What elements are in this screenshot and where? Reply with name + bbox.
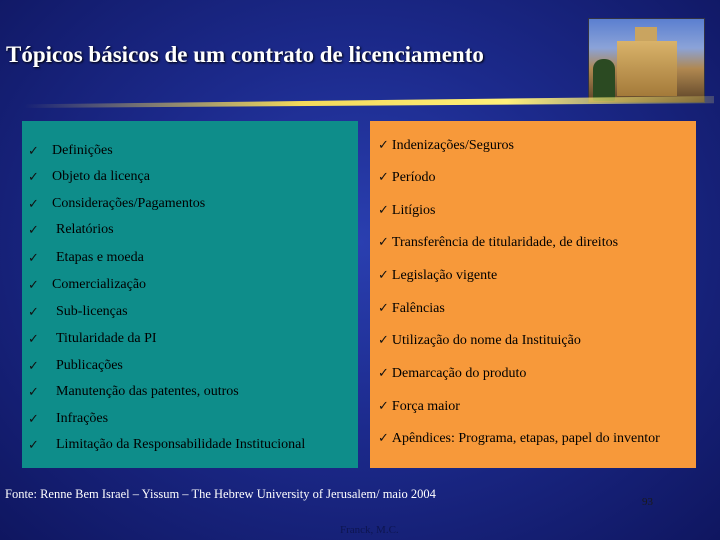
- list-item: ✓ Período: [378, 169, 436, 185]
- building-photo: [588, 18, 705, 103]
- list-item: ✓ Litígios: [378, 202, 436, 218]
- checkmark-icon: ✓: [28, 384, 39, 399]
- photo-tree: [593, 59, 615, 101]
- decorative-swoosh: [24, 96, 714, 108]
- page-number: 93: [642, 496, 653, 508]
- list-item: ✓ Transferência de titularidade, de direitos: [378, 234, 619, 250]
- checkmark-icon: ✓: [28, 358, 39, 373]
- checkmark-icon: ✓: [378, 169, 389, 184]
- checkmark-icon: ✓: [28, 411, 39, 426]
- list-item: ✓ Demarcação do produto: [378, 365, 527, 381]
- checkmark-icon: ✓: [28, 437, 39, 452]
- list-item: ✓ Indenizações/Seguros: [378, 137, 514, 153]
- checkmark-icon: ✓: [378, 137, 389, 152]
- checkmark-icon: ✓: [378, 430, 389, 445]
- checkmark-icon: ✓: [378, 365, 389, 380]
- right-topic-panel: [370, 121, 696, 468]
- checkmark-icon: ✓: [378, 267, 389, 282]
- checkmark-icon: ✓: [28, 277, 39, 292]
- checkmark-icon: ✓: [28, 222, 39, 237]
- list-item: ✓ Falências: [378, 300, 445, 316]
- list-item: ✓ Força maior: [378, 398, 460, 414]
- checkmark-icon: ✓: [378, 234, 389, 249]
- source-footer: Fonte: Renne Bem Israel – Yissum – The Hebrew University of Jerusalem/ maio 2004: [5, 487, 436, 501]
- checkmark-icon: ✓: [378, 398, 389, 413]
- list-item: ✓ Apêndices: Programa, etapas, papel do inventor: [378, 430, 660, 446]
- left-topic-panel: ✓ Definições ✓ Objeto da licença ✓ Considerações/Pagamentos ✓ Relatórios ✓ Etapas e moeda ✓ Comercialização ✓ Sub-licenças ✓ Titularidade da PI ✓ Publicações ✓ Manutenção das patentes, outros ✓ Infrações ✓ Limitação da Responsabilidade Institucional: [22, 121, 358, 468]
- checkmark-icon: ✓: [28, 169, 39, 184]
- checkmark-icon: ✓: [28, 331, 39, 346]
- checkmark-icon: ✓: [28, 250, 39, 265]
- checkmark-icon: ✓: [28, 143, 39, 158]
- checkmark-icon: ✓: [28, 304, 39, 319]
- checkmark-icon: ✓: [378, 300, 389, 315]
- checkmark-icon: ✓: [28, 196, 39, 211]
- checkmark-icon: ✓: [378, 202, 389, 217]
- photo-building: [617, 41, 677, 96]
- slide-title: Tópicos básicos de um contrato de licenciamento: [6, 42, 484, 67]
- list-item: ✓ Utilização do nome da Instituição: [378, 332, 581, 348]
- list-item: ✓ Legislação vigente: [378, 267, 498, 283]
- author-credit: Franck, M.C.: [340, 524, 399, 536]
- checkmark-icon: ✓: [378, 332, 389, 347]
